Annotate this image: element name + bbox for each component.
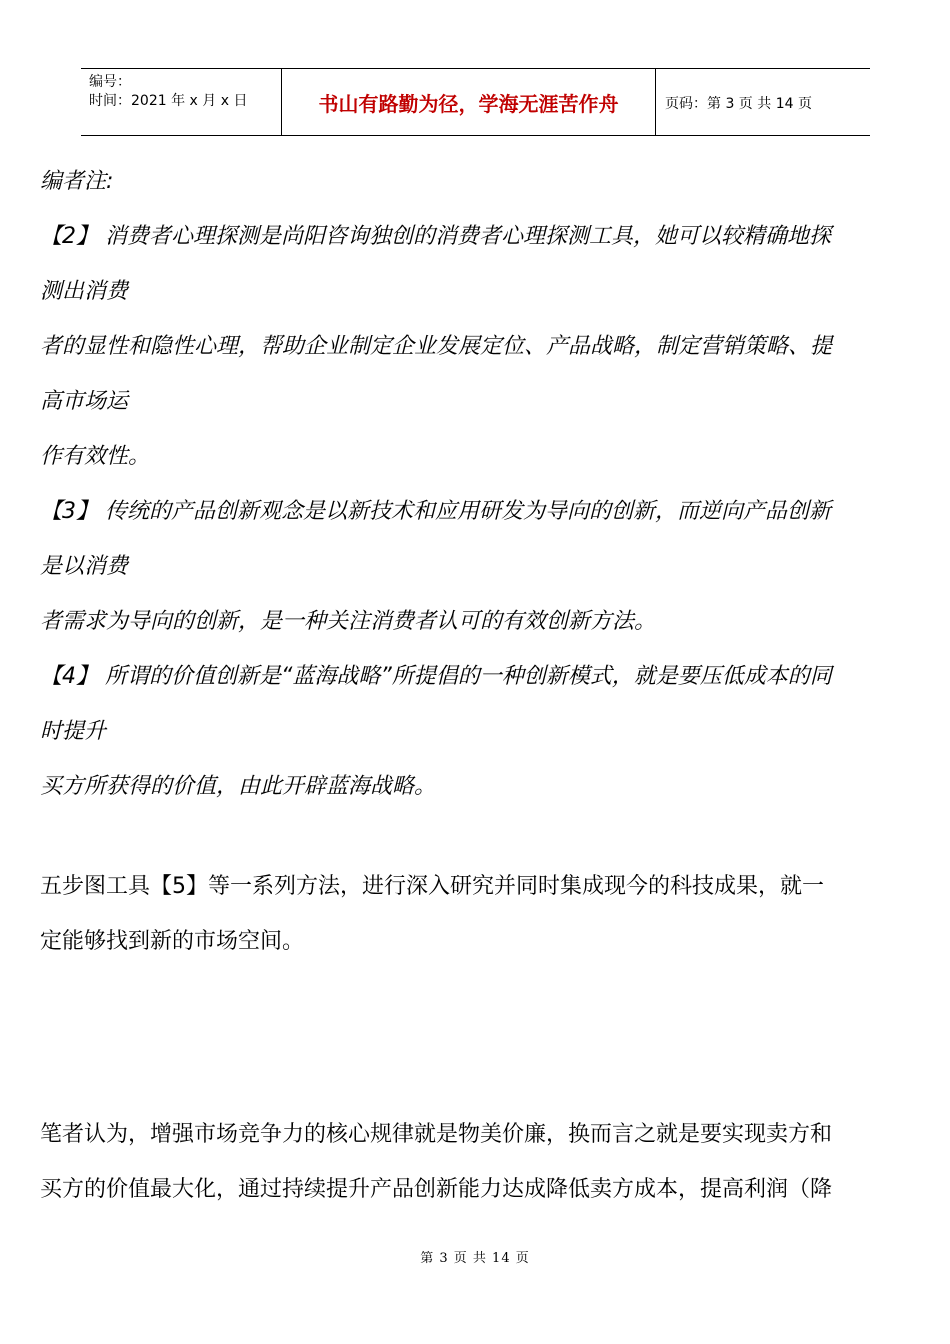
note-line: 时提升 bbox=[40, 719, 107, 744]
body-paragraph-1 bbox=[40, 875, 915, 985]
note-line: 者需求为导向的创新，是一种关注消费者认可的有效创新方法。 bbox=[40, 609, 657, 634]
note-line: 【4】 所谓的价值创新是“蓝海战略”所提倡的一种创新模式，就是要压低成本的同 bbox=[40, 664, 832, 689]
note-line: 【3】 传统的产品创新观念是以新技术和应用研发为导向的创新，而逆向产品创新 bbox=[40, 499, 831, 524]
notes-title: 编者注: bbox=[40, 169, 114, 194]
paragraph-line: 五步图工具【5】等一系列方法，进行深入研究并同时集成现今的科技成果，就一 bbox=[40, 874, 824, 899]
serial-number-label: 编号： bbox=[89, 74, 131, 90]
note-line: 者的显性和隐性心理，帮助企业制定企业发展定位、产品战略，制定营销策略、提 bbox=[40, 334, 833, 359]
header-page-info: 页码：第 3 页 共 14 页 bbox=[665, 96, 812, 112]
note-line: 作有效性。 bbox=[40, 444, 151, 469]
note-line: 高市场运 bbox=[40, 389, 129, 414]
page-footer: 第 3 页 共 14 页 bbox=[420, 1251, 530, 1266]
header-motto: 书山有路勤为径，学海无涯苦作舟 bbox=[318, 91, 619, 116]
note-line: 测出消费 bbox=[40, 279, 129, 304]
paragraph-line: 买方的价值最大化，通过持续提升产品创新能力达成降低卖方成本，提高利润（降 bbox=[40, 1177, 833, 1202]
header-meta bbox=[89, 73, 247, 111]
note-line: 买方所获得的价值，由此开辟蓝海战略。 bbox=[40, 774, 437, 799]
editor-notes bbox=[40, 170, 915, 830]
body-paragraph-2 bbox=[40, 1123, 915, 1233]
document-header bbox=[81, 68, 870, 136]
date-label: 时间：2021 年 x 月 x 日 bbox=[89, 93, 248, 109]
header-divider bbox=[655, 69, 656, 135]
paragraph-line: 定能够找到新的市场空间。 bbox=[40, 929, 305, 954]
note-line: 【2】 消费者心理探测是尚阳咨询独创的消费者心理探测工具，她可以较精确地探 bbox=[40, 224, 831, 249]
note-line: 是以消费 bbox=[40, 554, 129, 579]
paragraph-line: 笔者认为，增强市场竞争力的核心规律就是物美价廉，换而言之就是要实现卖方和 bbox=[40, 1122, 833, 1147]
